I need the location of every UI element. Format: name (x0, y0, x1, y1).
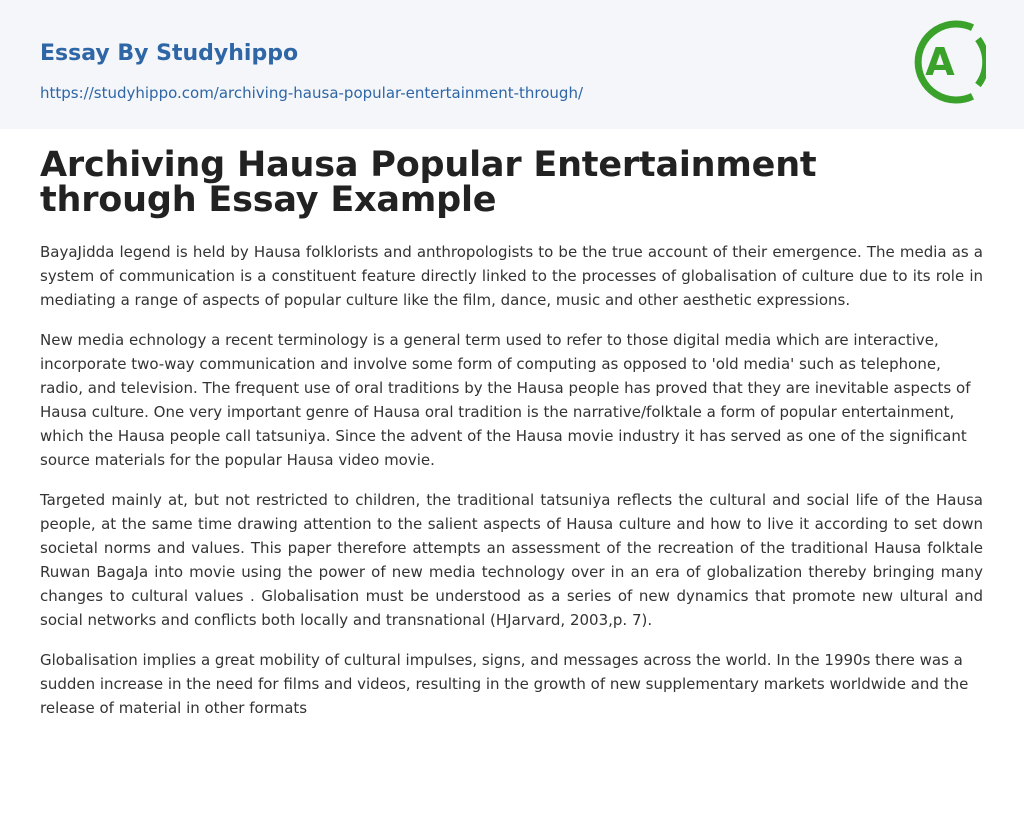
article-title: Archiving Hausa Popular Entertainment through Essay Example (40, 145, 817, 220)
studyhippo-a-logo-icon[interactable] (912, 19, 986, 105)
brand-title[interactable]: Essay By Studyhippo (40, 41, 299, 66)
essay-url-link[interactable]: https://studyhippo.com/archiving-hausa-popular-entertainment-through/ (40, 84, 584, 102)
article-paragraph-3: Targeted mainly at, but not restricted to children, the traditional tatsuniya reflects the cultural and social life of the Hausa people, at the same time drawing attention to the salient aspects of Hausa culture and how to live it according to set down societal norms and values. This paper therefore attempts an assessment of the recreation of the traditional Hausa folktale Ruwan BagaJa into movie using the power of new media technology over in an era of globalization thereby bringing many changes to cultural values . Globalisation must be understood as a series of new dynamics that promote new ultural and social networks and conflicts both locally and transnational (HJarvard, 2003,p. 7). (40, 491, 983, 629)
logo-letter: A (925, 40, 955, 84)
article-paragraph-4: Globalisation implies a great mobility of cultural impulses, signs, and messages across the world. In the 1990s there was a sudden increase in the need for films and videos, resulting in the growth of new supplementary markets worldwide and the release of material in other formats (40, 651, 969, 717)
article-paragraph-1: BayaJidda legend is held by Hausa folklorists and anthropologists to be the true account of their emergence. The media as a system of communication is a constituent feature directly linked to the processes of globalisation of culture due to its role in mediating a range of aspects of popular culture like the film, dance, music and other aesthetic expressions. (40, 243, 983, 309)
article (40, 145, 983, 736)
article-paragraph-2: New media echnology a recent terminology is a general term used to refer to those digital media which are interactive, incorporate two-way communication and involve some form of computing as opposed to 'old media' such as telephone, radio, and television. The frequent use of oral traditions by the Hausa people has proved that they are inevitable aspects of Hausa culture. One very important genre of Hausa oral tradition is the narrative/folktale a form of popular entertainment, which the Hausa people call tatsuniya. Since the advent of the Hausa movie industry it has served as one of the significant source materials for the popular Hausa video movie. (40, 331, 971, 469)
site-header (0, 0, 1024, 129)
